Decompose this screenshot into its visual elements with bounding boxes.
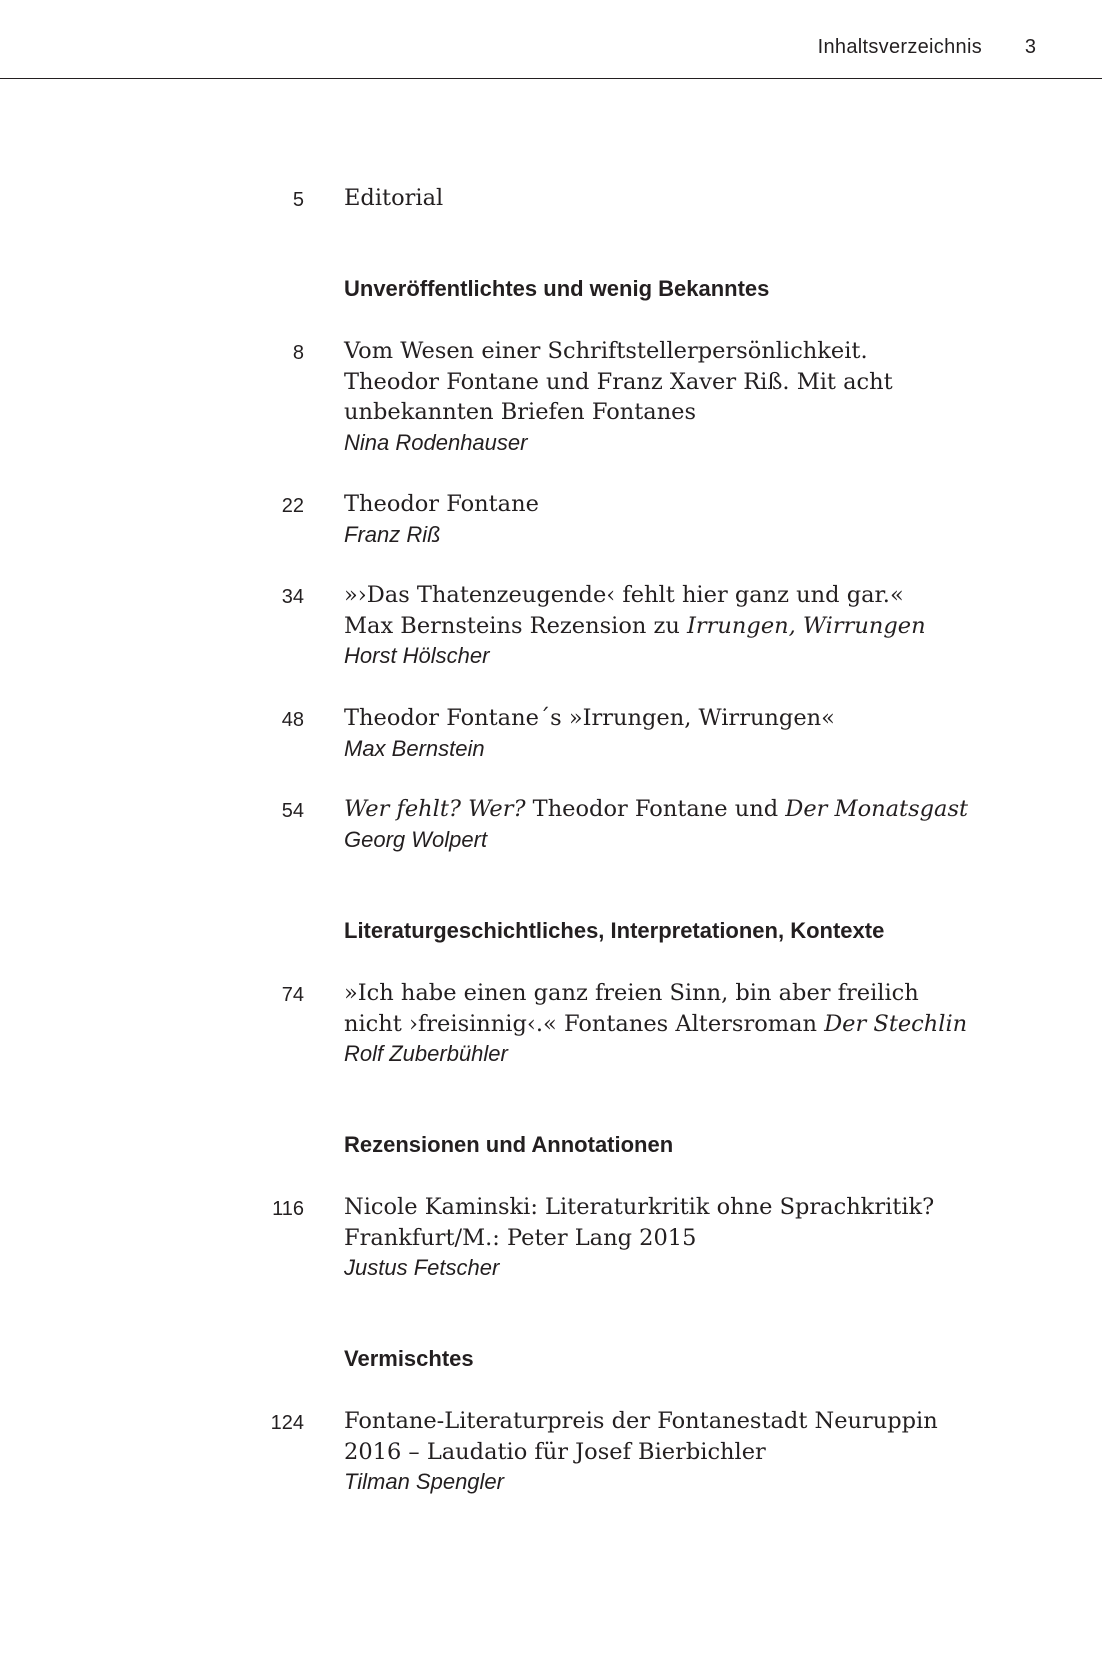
toc-page-number: 74 <box>281 984 304 1006</box>
toc-author: Franz Riß <box>344 521 441 547</box>
toc-page-number: 124 <box>270 1412 304 1434</box>
toc-page-number: 22 <box>281 495 304 517</box>
toc-title: Nicole Kaminski: Literaturkritik ohne Sprachkritik? Frankfurt/M.: Peter Lang 2015 Justus Fetscher <box>344 1192 1004 1283</box>
section-heading: Rezensionen und Annotationen <box>344 1132 674 1157</box>
toc-author: Justus Fetscher <box>344 1255 500 1280</box>
toc-author: Nina Rodenhauser <box>344 429 528 455</box>
section-heading: Literaturgeschichtliches, Interpretationen, Kontexte <box>344 918 885 943</box>
toc-title: Vom Wesen einer Schriftstellerpersönlichkeit. Theodor Fontane und Franz Xaver Riß. Mit acht unbekannten Briefen Fontanes Nina Rodenhauser <box>344 336 1004 458</box>
toc-page-number: 5 <box>292 189 304 211</box>
page-number: 3 <box>1024 36 1036 58</box>
header-title: Inhaltsverzeichnis <box>817 36 982 58</box>
toc-title: Theodor Fontane Franz Riß <box>344 489 1004 550</box>
section-heading: Vermischtes <box>344 1346 474 1371</box>
toc-title: Theodor Fontane´s »Irrungen, Wirrungen« Max Bernstein <box>344 703 1004 764</box>
toc-page-number: 116 <box>272 1198 304 1220</box>
toc-author: Tilman Spengler <box>344 1469 504 1494</box>
toc-title: »Ich habe einen ganz freien Sinn, bin aber freilich nicht ›freisinnig‹.« Fontanes Altersroman Der Stechlin Rolf Zuberbühler <box>344 978 1004 1069</box>
toc-author: Rolf Zuberbühler <box>344 1041 508 1066</box>
toc-page-number: 48 <box>281 709 304 731</box>
toc-author: Georg Wolpert <box>344 826 488 852</box>
toc-page-number: 34 <box>281 586 304 608</box>
toc-title: Fontane-Literaturpreis der Fontanestadt Neuruppin 2016 – Laudatio für Josef Bierbichler Tilman Spengler <box>344 1406 1004 1497</box>
toc-title: Editorial <box>344 185 444 211</box>
toc-author: Max Bernstein <box>344 735 485 761</box>
toc-page-number: 54 <box>281 800 304 822</box>
toc-author: Horst Hölscher <box>344 643 490 668</box>
section-heading: Unveröffentlichtes und wenig Bekanntes <box>344 276 770 301</box>
toc-title: »›Das Thatenzeugende‹ fehlt hier ganz und gar.« Max Bernsteins Rezension zu Irrungen, Wirrungen Horst Hölscher <box>344 580 1004 671</box>
toc-page-number: 8 <box>292 342 304 364</box>
toc-title: Wer fehlt? Wer? Theodor Fontane und Der Monatsgast Georg Wolpert <box>344 794 1004 855</box>
